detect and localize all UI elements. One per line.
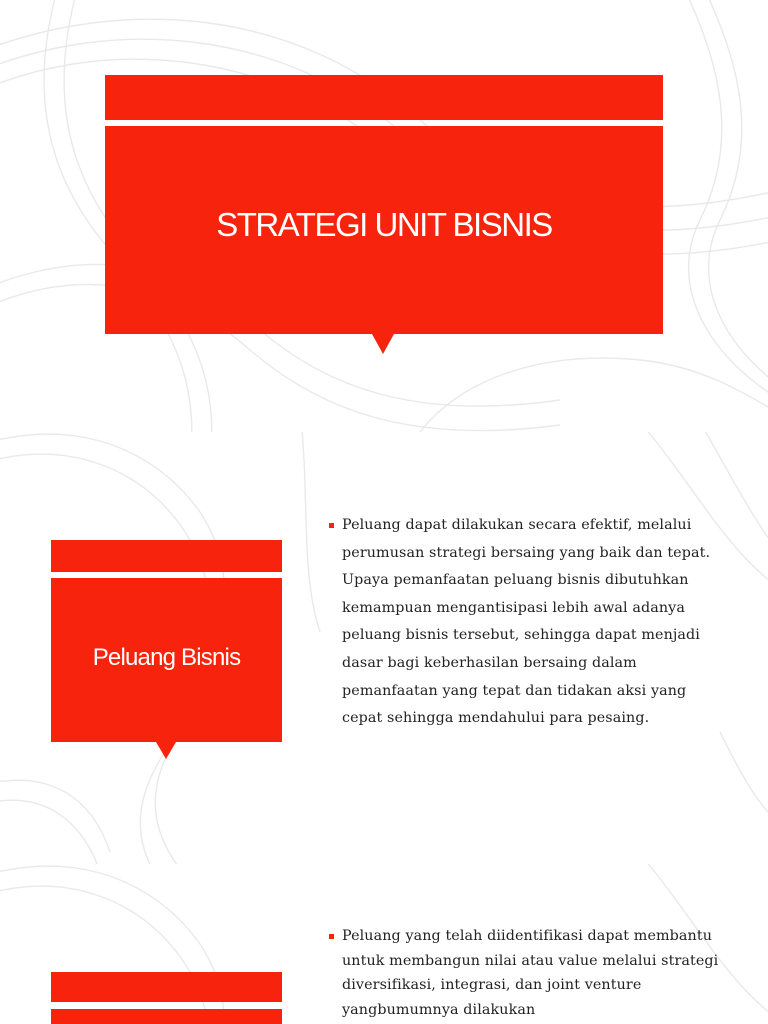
slide-2 (0, 432, 768, 864)
section-title: Peluang Bisnis (92, 644, 241, 671)
bullet-paragraph (342, 924, 722, 1022)
bullet-text: Peluang yang telah diidentifikasi dapat membantu untuk membangun nilai atau value melalui strategi diversifikasi, integrasi, dan joint venture yangbumumnya dilakukan (342, 928, 719, 1018)
slide-1 (0, 0, 768, 432)
title-box (105, 126, 663, 334)
section-top-band (51, 540, 282, 572)
bullet-text: Peluang dapat dilakukan secara efektif, melalui perumusan strategi bersaing yang baik dan tepat. Upaya pemanfaatan peluang bisnis dibutuhkan kemampuan mengantisipasi lebih awal adanya peluang bisnis tersebut, sehingga dapat menjadi dasar bagi keberhasilan bersaing dalam pemanfaatan yang tepat dan tidakan aksi yang cepat sehingga mendahului para pesaing. (342, 517, 711, 727)
bullet-square-icon (329, 934, 334, 939)
section-title-box (51, 578, 282, 742)
section-pointer (156, 742, 176, 759)
bullet-square-icon (329, 523, 334, 528)
section-top-band (51, 972, 282, 1002)
section-title-box (51, 1009, 282, 1024)
slide-title: STRATEGI UNIT BISNIS (216, 206, 552, 243)
slide-3 (0, 864, 768, 1024)
bullet-paragraph (342, 512, 722, 733)
title-top-band (105, 75, 663, 120)
title-pointer (372, 334, 394, 354)
